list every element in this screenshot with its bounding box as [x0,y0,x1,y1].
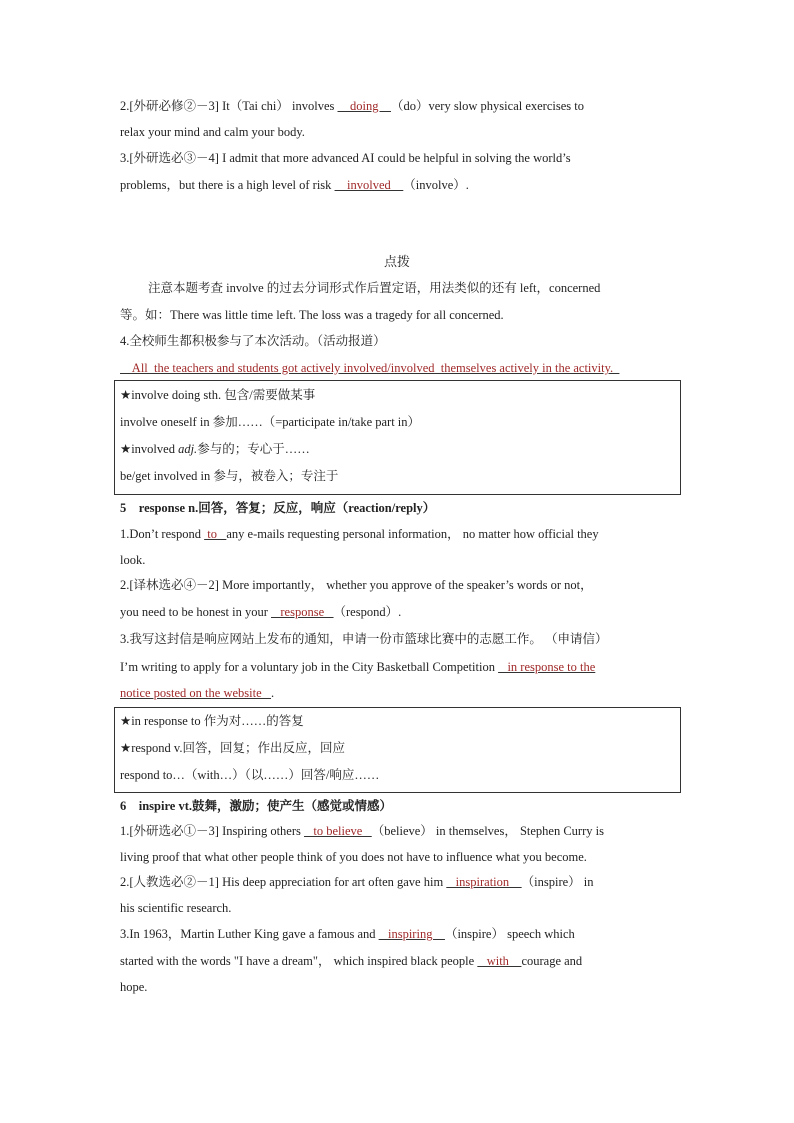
section5-ex2-line2: you need to be honest in your response （respond）. [120,605,402,619]
exercise-4-prompt: 4.全校师生都积极参与了本次活动。（活动报道） [120,334,386,348]
section5-ex1-line2: look. [120,553,146,567]
answer-blank: doing [337,99,391,113]
note-line: ★involved adj.参与的；专心于…… [120,442,310,456]
exercise-2-line2: relax your mind and calm your body. [120,125,305,139]
answer-blank: to [204,527,227,541]
note-line: be/get involved in 参与，被卷入；专注于 [120,469,339,483]
note-line: ★respond v.回答，回复；作出反应，回应 [120,741,345,755]
answer-blank: response [271,605,334,619]
note-box-response [114,707,681,793]
answer-blank: in response to the [498,660,596,674]
section-title-response: 5 response n.回答，答复；反应，响应（reaction/reply） [120,501,436,515]
note-line: respond to…（with…）（以……）回答/响应…… [120,768,380,782]
note-line: involve oneself in 参加……（=participate in/take part in） [120,415,421,429]
answer-blank: involved [334,178,404,192]
answer-blank: with [477,954,522,968]
exercise-3-line2: problems，but there is a high level of risk involved （involve）. [120,178,469,192]
note-line: ★involve doing sth. 包含/需要做某事 [120,388,316,402]
section-title-inspire: 6 inspire vt.鼓舞，激励；使产生（感觉或情感） [120,799,392,813]
answer-blank: inspiration [446,875,522,889]
answer-blank: inspiring [378,927,445,941]
answer-blank: notice posted on the website [120,686,272,700]
exercise-4-answer: All the teachers and students got actively involved/involved themselves actively in the activity. [120,361,620,375]
section6-ex3-line3: hope. [120,980,148,994]
section5-ex3-line2: I’m writing to apply for a voluntary job in the City Basketball Competition in response to the [120,660,596,674]
exercise-3-line1: 3.[外研选必③－4] I admit that more advanced AI could be helpful in solving the world’s [120,151,571,165]
section5-ex3-prompt: 3.我写这封信是响应网站上发布的通知，申请一份市篮球比赛中的志愿工作。 （申请信） [120,632,608,646]
section5-ex3-line3: notice posted on the website . [120,686,275,700]
tip-heading: 点拨 [383,254,410,269]
section5-ex2-line1: 2.[译林选必④－2] More importantly， whether you approve of the speaker’s words or not， [120,578,593,592]
answer-blank: to believe [304,824,372,838]
note-line: ★in response to 作为对……的答复 [120,714,304,728]
tip-line1: 注意本题考查 involve 的过去分词形式作后置定语，用法类似的还有 left，concerned [148,281,601,295]
section6-ex1-line2: living proof that what other people think of you does not have to influence what you become. [120,850,587,864]
section5-ex1-line1: 1.Don’t respond to any e-mails requesting personal information， no matter how official they [120,527,599,541]
tip-line2: 等。如：There was little time left. The loss was a tragedy for all concerned. [120,308,504,322]
section6-ex3-line1: 3.In 1963，Martin Luther King gave a famous and inspiring （inspire） speech which [120,927,575,941]
section6-ex1-line1: 1.[外研选必①－3] Inspiring others to believe （believe） in themselves， Stephen Curry is [120,824,604,838]
section6-ex3-line2: started with the words "I have a dream"， which inspired black people with courage and [120,954,583,968]
section6-ex2-line1: 2.[人教选必②－1] His deep appreciation for art often gave him inspiration （inspire） in [120,875,594,889]
section6-ex2-line2: his scientific research. [120,901,232,915]
note-box-involve [114,380,681,495]
exercise-2-line1: 2.[外研必修②－3] It（Tai chi） involves doing （do）very slow physical exercises to [120,99,584,113]
